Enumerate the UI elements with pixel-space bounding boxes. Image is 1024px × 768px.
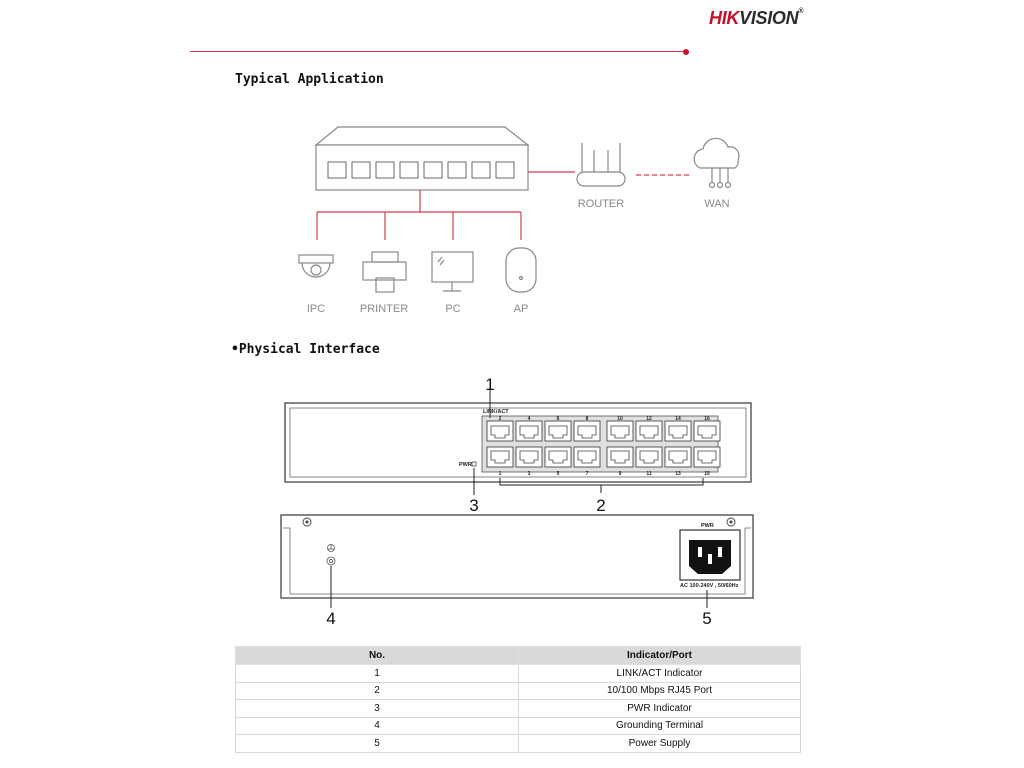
column-header-indicator-port: Indicator/Port <box>519 647 801 665</box>
port-number-label: 13 <box>675 471 681 477</box>
table-row <box>236 717 801 735</box>
port-number-label: 2 <box>498 416 502 422</box>
front-panel <box>285 403 751 482</box>
port-number-label: 6 <box>556 416 560 422</box>
port-number-label: 10 <box>617 416 623 422</box>
cell-no: 3 <box>236 700 519 718</box>
port-number-label: 8 <box>585 416 589 422</box>
device-label: PRINTER <box>359 303 409 315</box>
port-number-label: 5 <box>556 471 560 477</box>
callout-number: 1 <box>485 375 495 394</box>
power-rating-label: AC 100-240V , 50/60Hz <box>680 583 739 589</box>
cell-no: 4 <box>236 717 519 735</box>
hikvision-logo: HIKVISION® <box>709 8 804 28</box>
cell-item: Power Supply <box>519 735 801 753</box>
power-inlet-icon <box>680 530 740 580</box>
port-number-label: 14 <box>675 416 681 422</box>
cell-no: 5 <box>236 735 519 753</box>
cell-no: 2 <box>236 682 519 700</box>
port-number-label: 12 <box>646 416 652 422</box>
table-row <box>236 735 801 753</box>
pwr-label: PWR <box>459 462 472 468</box>
table-row <box>236 682 801 700</box>
table-row <box>236 700 801 718</box>
port-number-label: 9 <box>618 471 622 477</box>
port-number-label: 16 <box>704 416 710 422</box>
device-label: AP <box>513 303 529 315</box>
cell-item: Grounding Terminal <box>519 717 801 735</box>
typical-application-heading: Typical Application <box>235 72 384 87</box>
callout-number: 5 <box>702 609 712 628</box>
port-number-label: 3 <box>527 471 531 477</box>
physical-interface-heading: •Physical Interface <box>231 342 380 357</box>
indicator-port-table <box>235 646 801 753</box>
table-header-row <box>236 647 801 665</box>
cell-item: LINK/ACT Indicator <box>519 665 801 683</box>
table-row <box>236 665 801 683</box>
callout-number: 2 <box>596 496 606 515</box>
port-number-label: 7 <box>585 471 589 477</box>
port-number-label: 4 <box>527 416 531 422</box>
cell-no: 1 <box>236 665 519 683</box>
port-number-label: 15 <box>704 471 710 477</box>
router-label: ROUTER <box>577 198 625 210</box>
link-act-label: LINK/ACT <box>483 409 509 415</box>
rear-pwr-label: PWR <box>701 523 714 529</box>
callout-number: 3 <box>469 496 479 515</box>
cell-item: PWR Indicator <box>519 700 801 718</box>
device-label: PC <box>445 303 461 315</box>
port-number-label: 1 <box>498 471 502 477</box>
port-number-label: 11 <box>646 471 652 477</box>
column-header-no: No. <box>236 647 519 665</box>
callout-number: 4 <box>326 609 336 628</box>
device-label: IPC <box>306 303 326 315</box>
wan-label: WAN <box>704 198 730 210</box>
cell-item: 10/100 Mbps RJ45 Port <box>519 682 801 700</box>
